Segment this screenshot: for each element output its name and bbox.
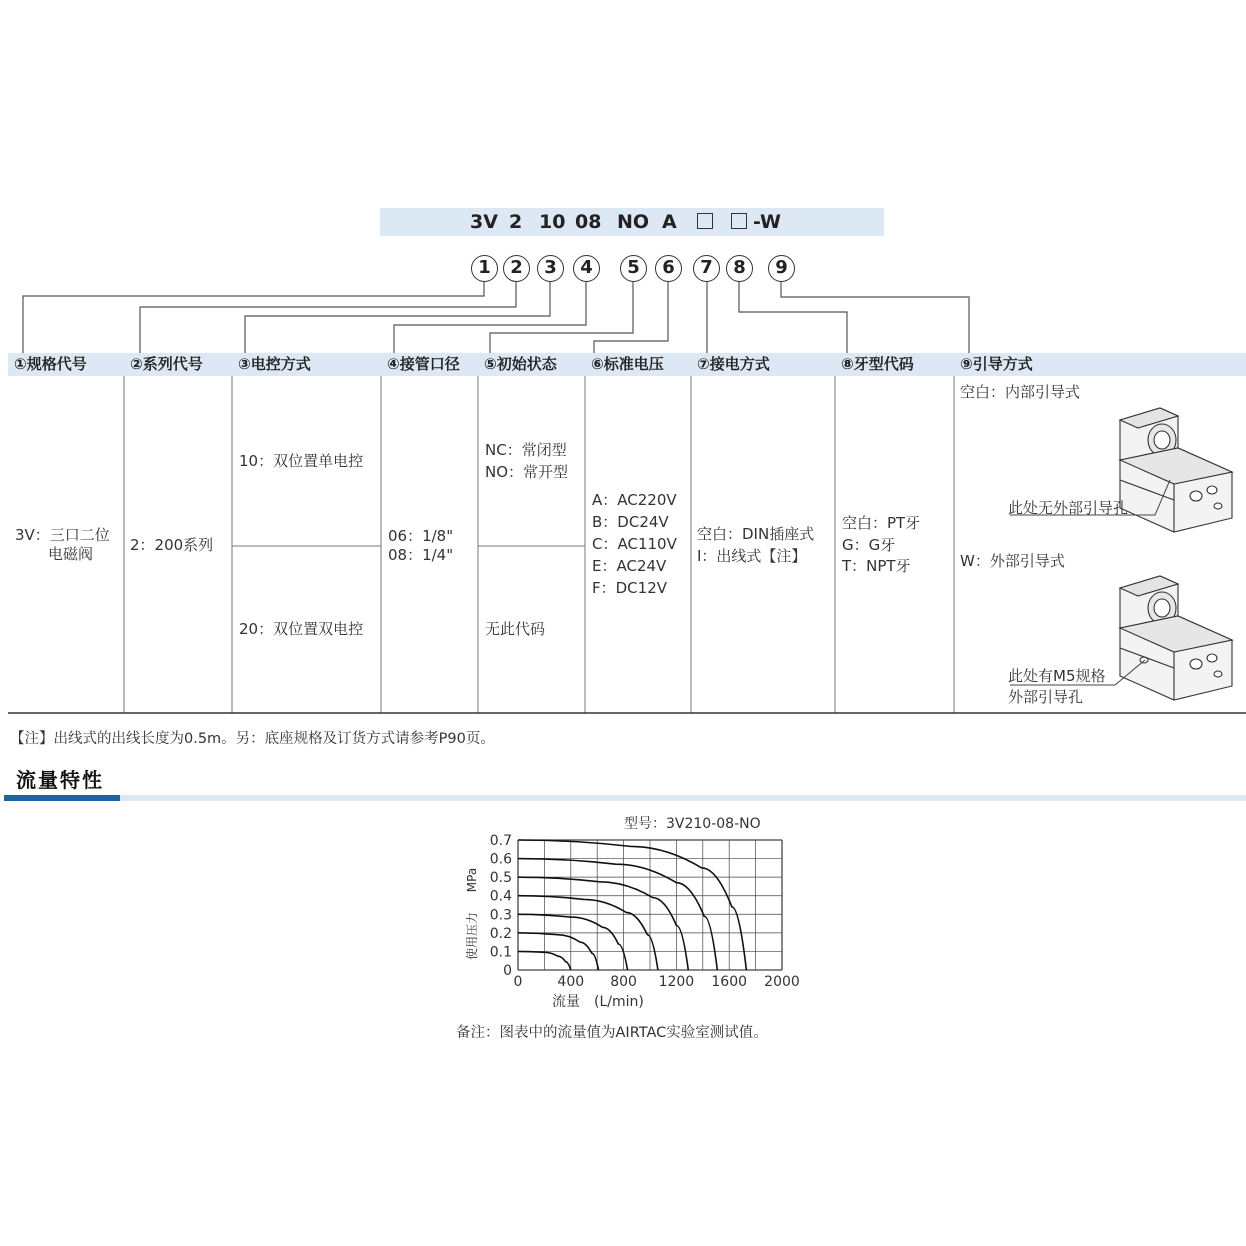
spec-line-2: 电磁阀 xyxy=(48,545,94,563)
section-rule-accent xyxy=(4,795,120,801)
pilot-external-caption-1: 此处有M5规格 xyxy=(1008,667,1106,685)
chart-y-tick-label: 0 xyxy=(503,963,512,979)
chart-y-label: 使用压力 xyxy=(465,911,479,961)
chart-y-tick-label: 0.4 xyxy=(489,888,512,905)
chart-x-tick-label: 0 xyxy=(513,974,523,990)
chart-y-tick-label: 0.1 xyxy=(489,944,512,961)
series-value: 2：200系列 xyxy=(130,536,214,554)
chart-x-tick-label: 1600 xyxy=(711,974,748,990)
chart-series-line xyxy=(518,877,688,970)
code-number-4: 4 xyxy=(573,255,600,282)
voltage-option-a: A：AC220V xyxy=(592,491,677,509)
chart-y-unit: MPa xyxy=(465,867,479,893)
state-option-no: NO：常开型 xyxy=(485,463,569,481)
voltage-option-b: B：DC24V xyxy=(592,513,669,531)
chart-series xyxy=(518,840,746,970)
code-token-spec: 3V xyxy=(470,211,498,233)
code-token-port: 08 xyxy=(575,211,602,233)
header-thread: ⑧牙型代码 xyxy=(841,355,914,373)
control-option-20: 20：双位置双电控 xyxy=(239,620,364,638)
code-token-series: 2 xyxy=(509,211,523,233)
code-token-state: NO xyxy=(617,211,650,233)
chart-y-ticks xyxy=(490,833,512,979)
code-number-5: 5 xyxy=(620,255,647,282)
footnote: 【注】出线式的出线长度为0.5m。另：底座规格及订货方式请参考P90页。 xyxy=(10,731,495,747)
state-option-none: 无此代码 xyxy=(485,620,546,638)
chart-x-tick-label: 800 xyxy=(610,974,637,990)
code-token-pilot: -W xyxy=(753,211,781,233)
state-option-nc: NC：常闭型 xyxy=(485,441,567,459)
header-port: ④接管口径 xyxy=(387,355,460,373)
code-number-7: 7 xyxy=(693,255,720,282)
code-number-8: 8 xyxy=(726,255,753,282)
header-voltage: ⑥标准电压 xyxy=(591,355,664,373)
chart-x-label: 流量 (L/min) xyxy=(552,994,644,1010)
chart-x-tick-label: 400 xyxy=(557,974,585,990)
chart-y-tick-label: 0.3 xyxy=(489,907,512,924)
chart-y-tick-label: 0.6 xyxy=(489,851,512,868)
chart-y-tick-label: 0.5 xyxy=(489,870,512,887)
chart-x-ticks xyxy=(514,974,800,990)
chart-x-tick-label: 2000 xyxy=(764,974,800,990)
pilot-internal-caption: 此处无外部引导孔 xyxy=(1008,499,1129,517)
header-initial-state: ⑤初始状态 xyxy=(484,355,557,373)
pilot-external-caption-2: 外部引导孔 xyxy=(1008,688,1084,706)
section-rule xyxy=(4,795,1246,801)
pilot-option-external: W：外部引导式 xyxy=(960,552,1065,570)
port-option-08: 08：1/4" xyxy=(388,546,454,564)
flow-chart xyxy=(440,808,820,1018)
voltage-option-f: F：DC12V xyxy=(592,579,668,597)
code-token-voltage: A xyxy=(662,211,677,233)
code-number-3: 3 xyxy=(537,255,564,282)
chart-x-tick-label: 1200 xyxy=(658,974,695,990)
wiring-option-din: 空白：DIN插座式 xyxy=(697,525,815,543)
header-control: ③电控方式 xyxy=(238,355,311,373)
thread-option-npt: T：NPT牙 xyxy=(842,557,911,575)
chart-title: 型号：3V210-08-NO xyxy=(624,816,761,832)
code-token-control: 10 xyxy=(539,211,566,233)
spec-line-1: 3V：三口二位 xyxy=(15,526,110,544)
section-title: 流量特性 xyxy=(16,768,104,792)
code-number-1: 1 xyxy=(471,255,498,282)
chart-y-tick-label: 0.2 xyxy=(489,925,512,942)
header-spec: ①规格代号 xyxy=(14,355,87,373)
header-pilot: ⑨引导方式 xyxy=(960,355,1033,373)
voltage-option-c: C：AC110V xyxy=(592,535,677,553)
wiring-option-i: I：出线式【注】 xyxy=(697,547,807,565)
chart-note: 备注：图表中的流量值为AIRTAC实验室测试值。 xyxy=(456,1025,768,1041)
thread-option-pt: 空白：PT牙 xyxy=(842,514,921,532)
code-number-9: 9 xyxy=(768,255,795,282)
thread-option-g: G：G牙 xyxy=(842,536,896,554)
header-series: ②系列代号 xyxy=(130,355,203,373)
pilot-option-internal: 空白：内部引导式 xyxy=(960,383,1081,401)
control-option-10: 10：双位置单电控 xyxy=(239,452,364,470)
voltage-option-e: E：AC24V xyxy=(592,557,667,575)
code-number-6: 6 xyxy=(655,255,682,282)
port-option-06: 06：1/8" xyxy=(388,527,454,545)
code-number-2: 2 xyxy=(503,255,530,282)
chart-y-tick-label: 0.7 xyxy=(489,833,512,849)
header-wiring: ⑦接电方式 xyxy=(697,355,770,373)
chart-series-line xyxy=(518,914,628,970)
